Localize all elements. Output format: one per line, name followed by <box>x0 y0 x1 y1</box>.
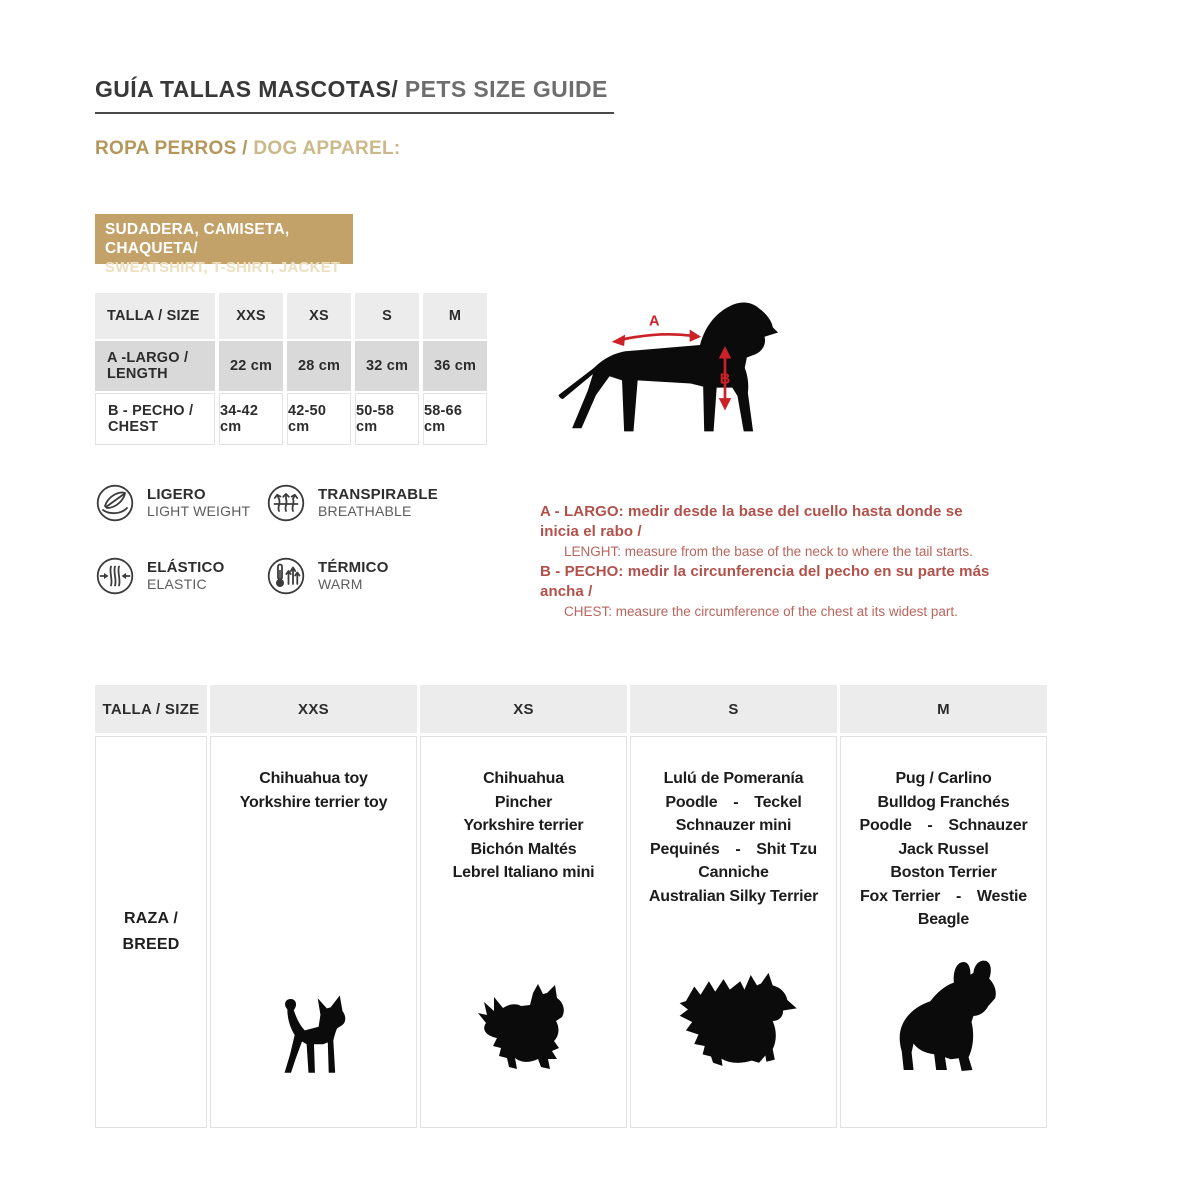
breed-line: Chihuahua toy <box>259 770 368 787</box>
feature-breathable <box>266 483 438 523</box>
subtitle-dog-apparel <box>95 138 401 160</box>
subtitle-en: DOG APPAREL: <box>253 138 401 159</box>
note-length-es: A - LARGO: medir desde la base del cuello hasta donde se inicia el rabo / <box>540 503 963 540</box>
breed-row-label-line2: BREED <box>122 936 180 953</box>
feature-breathable-es: TRANSPIRABLE <box>318 486 438 503</box>
breed-line: Pincher <box>494 793 553 811</box>
breed-line: Yorkshire terrier <box>463 817 584 834</box>
page-title <box>95 76 614 114</box>
note-chest-en: CHEST: measure the circumference of the chest at its widest part. <box>564 604 958 619</box>
breed-line: Schnauzer mini <box>675 817 792 834</box>
size-table-header-row <box>95 293 493 339</box>
feature-warm-en: WARM <box>318 576 363 592</box>
breed-line: Bichón Maltés <box>470 840 577 858</box>
size-table-row-chest <box>95 393 493 445</box>
breed-line: Poodle - Schnauzer <box>859 817 1028 834</box>
row-length-label: A -LARGO / LENGTH <box>95 341 215 391</box>
breed-line: Canniche <box>698 864 769 881</box>
svg-text:B: B <box>719 371 731 388</box>
length-m: 36 cm <box>423 341 487 391</box>
size-table-header-m: M <box>423 293 487 339</box>
breed-column-s <box>630 736 837 1128</box>
feather-icon <box>95 483 135 523</box>
subtitle-es: ROPA PERROS / <box>95 138 254 159</box>
size-table-header-xxs: XXS <box>219 293 283 339</box>
chest-xs: 42-50 cm <box>287 393 351 445</box>
feature-lightweight-en: LIGHT WEIGHT <box>147 503 251 519</box>
breed-line: Fox Terrier - Westie <box>859 887 1027 905</box>
length-xs: 28 cm <box>287 341 351 391</box>
svg-text:A: A <box>649 313 660 330</box>
breed-list-s <box>649 767 818 908</box>
breed-table-body-row <box>95 736 1047 1128</box>
breed-header-label: TALLA / SIZE <box>95 685 207 733</box>
breed-row-label <box>95 736 207 1128</box>
feature-lightweight-es: LIGERO <box>147 486 206 503</box>
category-line-es: SUDADERA, CAMISETA, CHAQUETA/ <box>105 221 290 257</box>
french-bulldog-silhouette-icon <box>889 951 999 1081</box>
chest-xxs: 34-42 cm <box>219 393 283 445</box>
pomeranian-silhouette-icon <box>665 963 803 1081</box>
size-table-header-xs: XS <box>287 293 351 339</box>
category-box <box>95 214 353 276</box>
labrador-silhouette-icon <box>548 292 798 448</box>
page-title-en: PETS SIZE GUIDE <box>398 76 608 102</box>
breed-column-m <box>840 736 1047 1128</box>
size-table-row-length <box>95 341 493 391</box>
breed-line: Boston Terrier <box>890 864 997 881</box>
feature-breathable-en: BREATHABLE <box>318 503 412 519</box>
feature-warm-es: TÉRMICO <box>318 559 389 576</box>
note-chest-es: B - PECHO: medir la circunferencia del pecho en su parte más ancha / <box>540 563 990 600</box>
breed-list-xxs <box>240 767 388 814</box>
feature-lightweight <box>95 483 250 523</box>
breed-list-xs <box>453 767 595 885</box>
longhair-chihuahua-silhouette-icon <box>472 981 576 1081</box>
breed-line: Pug / Carlino <box>895 770 992 787</box>
breed-table-header-row <box>95 685 1047 733</box>
chihuahua-silhouette-icon <box>275 989 353 1081</box>
row-chest-label: B - PECHO / CHEST <box>95 393 215 445</box>
breed-row-label-line1: RAZA / <box>124 910 178 927</box>
length-xxs: 22 cm <box>219 341 283 391</box>
measurement-notes <box>540 502 990 622</box>
page-title-es: GUÍA TALLAS MASCOTAS/ <box>95 76 399 102</box>
breathable-icon <box>266 483 306 523</box>
breed-list-m <box>860 767 1028 932</box>
thermometer-icon <box>266 556 306 596</box>
breed-line: Lebrel Italiano mini <box>452 864 595 881</box>
chest-m: 58-66 cm <box>423 393 487 445</box>
breed-header-m: M <box>840 685 1047 733</box>
breed-line: Poodle - Teckel <box>665 793 802 811</box>
breed-header-s: S <box>630 685 837 733</box>
size-table-header-s: S <box>355 293 419 339</box>
chest-s: 50-58 cm <box>355 393 419 445</box>
category-line-en: SWEATSHIRT, T-SHIRT, JACKET <box>105 259 341 276</box>
measure-arrow-a <box>612 313 701 346</box>
length-s: 32 cm <box>355 341 419 391</box>
feature-elastic-es: ELÁSTICO <box>147 559 225 576</box>
breed-line: Pequinés - Shit Tzu <box>650 840 817 858</box>
feature-warm <box>266 556 389 596</box>
feature-elastic-en: ELASTIC <box>147 576 207 592</box>
dog-measure-diagram <box>548 292 798 448</box>
breed-line: Yorkshire terrier toy <box>239 793 388 811</box>
feature-elastic <box>95 556 224 596</box>
breed-line: Lulú de Pomeranía <box>663 770 804 787</box>
breed-line: Chihuahua <box>483 770 564 787</box>
breed-line: Australian Silky Terrier <box>648 887 819 905</box>
breed-column-xs <box>420 736 627 1128</box>
breed-line: Jack Russel <box>898 840 989 858</box>
measure-arrow-b <box>719 346 731 410</box>
size-table-header-label: TALLA / SIZE <box>95 293 215 339</box>
breed-header-xxs: XXS <box>210 685 417 733</box>
note-length-en: LENGHT: measure from the base of the neck to where the tail starts. <box>564 544 973 559</box>
elastic-icon <box>95 556 135 596</box>
breed-line: Beagle <box>917 911 970 928</box>
breed-header-xs: XS <box>420 685 627 733</box>
breed-table <box>95 685 1047 1128</box>
size-table <box>95 293 493 447</box>
breed-line: Bulldog Franchés <box>877 793 1010 811</box>
breed-column-xxs <box>210 736 417 1128</box>
